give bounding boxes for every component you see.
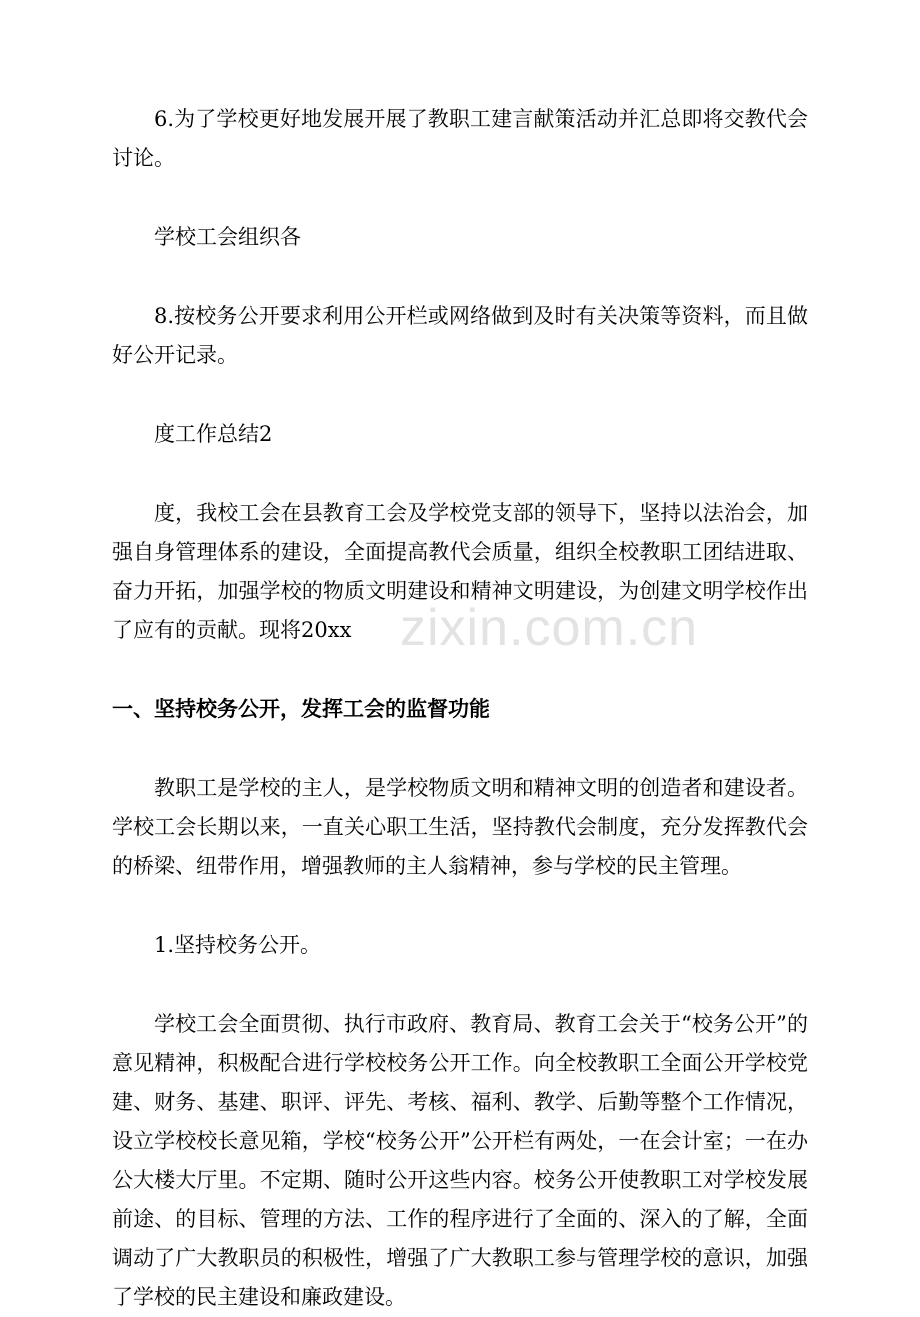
paragraph-item-8: 8.按校务公开要求利用公开栏或网络做到及时有关决策等资料，而且做好公开记录。: [112, 304, 808, 367]
paragraph-subheading-1: 1.坚持校务公开。: [154, 933, 322, 957]
paragraph-affairs-openness: 学校工会全面贯彻、执行市政府、教育局、教育工会关于“校务公开”的意见精神，积极配合进行学校校务公开工作。向全校教职工全面公开学校党建、财务、基建、职评、评先、考核、福利、教学、后勤等整个工作情况，设立学校校长意见箱，学校“校务公开”公开栏有两处，一在会计室；一在办公大楼大厅里。不定期、随时公开这些内容。校务公开使教职工对学校发展前途、的目标、管理的方法、工作的程序进行了全面的、深入的了解，全面调动了广大教职员的积极性，增强了广大教职工参与管理学校的意识，加强了学校的民主建设和廉政建设。: [112, 1012, 808, 1309]
paragraph-intro: 度，我校工会在县教育工会及学校党支部的领导下，坚持以法治会，加强自身管理体系的建设，全面提高教代会质量，组织全校教职工团结进取、奋力开拓，加强学校的物质文明建设和精神文明建设，为创建文明学校作出了应有的贡献。现将20xx: [112, 501, 808, 642]
paragraph-union-organize: 学校工会组织各: [154, 225, 301, 249]
paragraph-item-6: 6.为了学校更好地发展开展了教职工建言献策活动并汇总即将交教代会讨论。: [112, 107, 808, 170]
document-page: [112, 100, 808, 1317]
section-heading-1: 一、坚持校务公开，发挥工会的监督功能: [112, 697, 490, 721]
paragraph-staff-masters: 教职工是学校的主人，是学校物质文明和精神文明的创造者和建设者。学校工会长期以来，一直关心职工生活，坚持教代会制度，充分发挥教代会的桥梁、纽带作用，增强教师的主人翁精神，参与学校的民主管理。: [112, 776, 808, 878]
paragraph-summary-title: 度工作总结2: [154, 422, 273, 446]
watermark-text: zixin.com.cn: [400, 599, 699, 657]
